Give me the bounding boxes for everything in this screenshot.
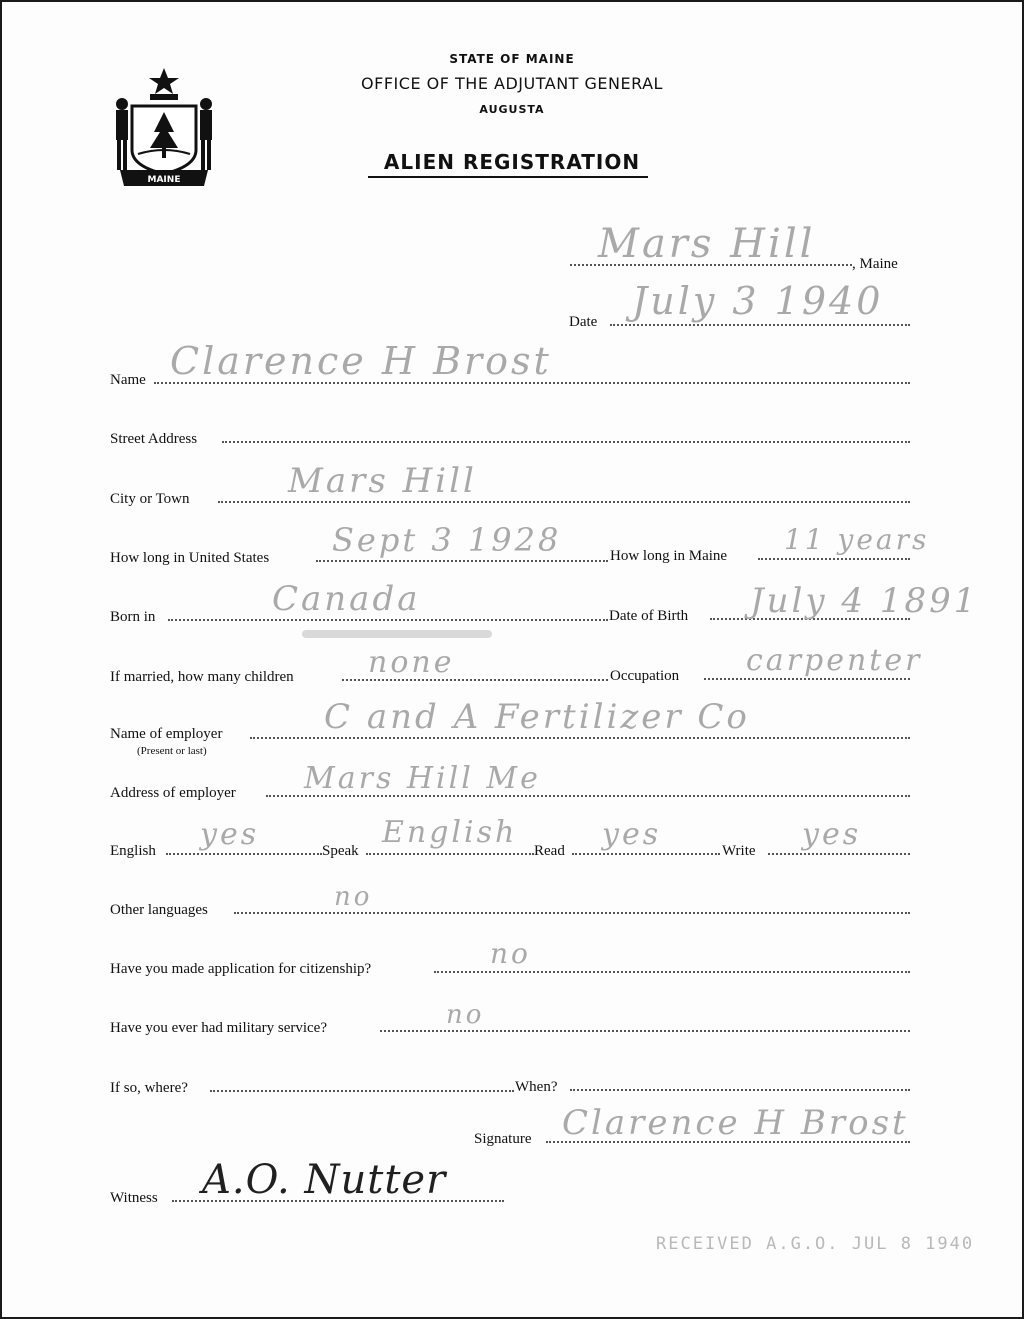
- name-value: Clarence H Brost: [170, 339, 552, 383]
- street-address-label: Street Address: [110, 431, 198, 447]
- date-of-birth-value: July 4 1891: [750, 581, 979, 621]
- where-label: If so, where?: [110, 1080, 188, 1096]
- military-line[interactable]: [380, 1030, 910, 1032]
- signature-label: Signature: [474, 1131, 532, 1147]
- occupation-value: carpenter: [746, 643, 923, 678]
- date-label: Date: [569, 314, 598, 330]
- employer-address-value: Mars Hill Me: [304, 761, 541, 796]
- when-label: When?: [515, 1079, 558, 1095]
- header-office: OFFICE OF THE ADJUTANT GENERAL: [361, 74, 663, 93]
- received-stamp: RECEIVED A.G.O. JUL 8 1940: [656, 1234, 975, 1254]
- other-languages-value: no: [334, 882, 373, 912]
- date-value: July 3 1940: [632, 279, 884, 323]
- english-line[interactable]: [166, 853, 322, 855]
- born-in-value: Canada: [272, 579, 421, 619]
- speak-line[interactable]: [366, 853, 534, 855]
- how-long-us-value: Sept 3 1928: [332, 521, 562, 559]
- occupation-line[interactable]: [704, 678, 910, 680]
- read-label: Read: [534, 843, 565, 859]
- place-value: Mars Hill: [598, 221, 816, 267]
- write-line[interactable]: [768, 853, 910, 855]
- read-value: yes: [602, 817, 662, 852]
- write-value: yes: [802, 817, 862, 852]
- header-state: STATE OF MAINE: [449, 52, 575, 66]
- english-value: yes: [200, 817, 260, 852]
- witness-signature: A.O. Nutter: [202, 1157, 447, 1203]
- signature-value: Clarence H Brost: [562, 1103, 909, 1143]
- place-suffix-label: , Maine: [852, 256, 898, 272]
- read-line[interactable]: [572, 853, 720, 855]
- name-label: Name: [110, 372, 146, 388]
- speak-value: English: [382, 815, 518, 850]
- maine-state-seal-icon: [110, 66, 218, 190]
- how-long-maine-value: 11 years: [784, 523, 930, 556]
- born-in-line[interactable]: [168, 619, 608, 621]
- city-line[interactable]: [218, 501, 910, 503]
- ink-smudge: [302, 630, 492, 638]
- citizenship-label: Have you made application for citizenship?: [110, 961, 372, 977]
- military-label: Have you ever had military service?: [110, 1020, 327, 1036]
- how-long-us-line[interactable]: [316, 560, 608, 562]
- other-languages-line[interactable]: [234, 912, 910, 914]
- employer-line[interactable]: [250, 737, 910, 739]
- employer-value: C and A Fertilizer Co: [324, 697, 750, 737]
- when-line[interactable]: [570, 1089, 910, 1091]
- born-in-label: Born in: [110, 609, 156, 625]
- city-label: City or Town: [110, 491, 190, 507]
- citizenship-value: no: [490, 937, 531, 970]
- witness-label: Witness: [110, 1190, 158, 1206]
- form-title: ALIEN REGISTRATION: [383, 150, 641, 174]
- citizenship-line[interactable]: [434, 971, 910, 973]
- children-label: If married, how many children: [110, 669, 294, 685]
- speak-label: Speak: [322, 843, 359, 859]
- write-label: Write: [722, 843, 756, 859]
- children-value: none: [368, 645, 455, 680]
- occupation-label: Occupation: [610, 668, 680, 684]
- where-line[interactable]: [210, 1090, 514, 1092]
- english-label: English: [110, 843, 156, 859]
- street-address-line[interactable]: [222, 441, 910, 443]
- employer-label: Name of employer: [110, 726, 223, 742]
- title-underline: [368, 176, 648, 178]
- employer-sublabel: (Present or last): [137, 745, 207, 757]
- other-languages-label: Other languages: [110, 902, 208, 918]
- seal-scroll-text: MAINE: [147, 175, 181, 185]
- city-value: Mars Hill: [288, 461, 477, 501]
- date-of-birth-label: Date of Birth: [609, 608, 689, 624]
- how-long-maine-line[interactable]: [758, 558, 910, 560]
- date-line[interactable]: [610, 324, 910, 326]
- how-long-us-label: How long in United States: [110, 550, 270, 566]
- how-long-maine-label: How long in Maine: [610, 548, 728, 564]
- military-value: no: [446, 1000, 485, 1030]
- employer-address-label: Address of employer: [110, 785, 236, 801]
- header-city: AUGUSTA: [479, 103, 545, 116]
